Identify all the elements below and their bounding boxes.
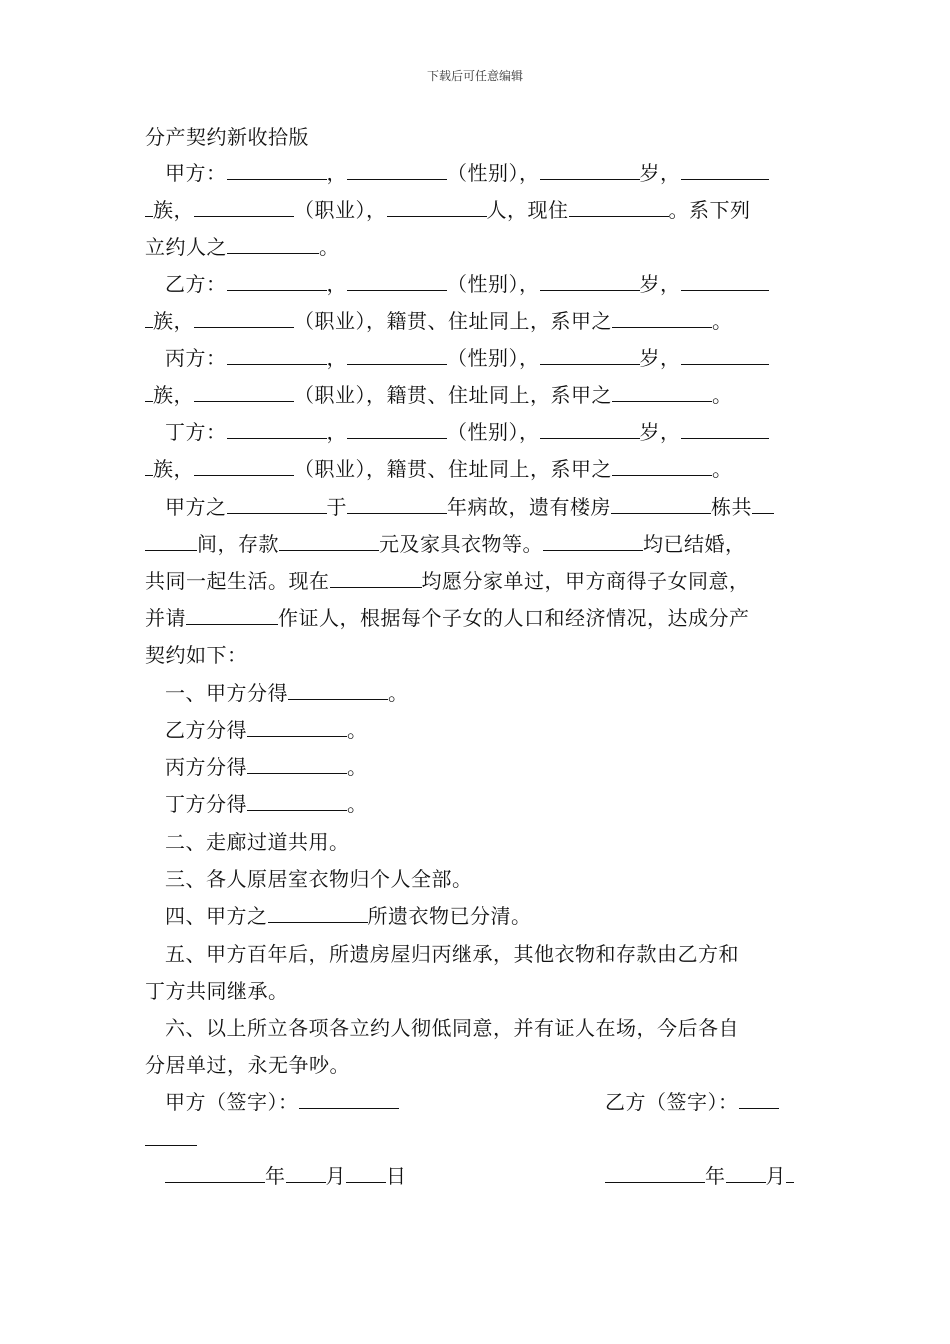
party-b-line (165, 271, 769, 297)
fill-blank[interactable] (611, 495, 711, 514)
fill-blank[interactable] (145, 198, 153, 217)
month-blank[interactable] (286, 1164, 326, 1183)
year-blank[interactable] (165, 1164, 265, 1183)
fill-blank[interactable] (194, 198, 294, 217)
fill-blank[interactable] (681, 346, 769, 365)
clause-4 (165, 903, 532, 929)
text: 四、甲方之 (165, 904, 268, 928)
fill-blank[interactable] (227, 235, 319, 254)
text: 族， (153, 309, 194, 333)
text: 年 (265, 1164, 286, 1188)
fill-blank[interactable] (347, 161, 447, 180)
estate-line (165, 494, 774, 520)
fill-blank[interactable] (347, 272, 447, 291)
text: 所遗衣物已分清。 (367, 904, 532, 928)
fill-blank[interactable] (247, 755, 347, 774)
fill-blank[interactable] (752, 495, 774, 514)
text: 日 (386, 1164, 407, 1188)
text: 作证人，根据每个子女的人口和经济情况，达成分产 (278, 606, 750, 630)
text: 乙方分得 (165, 718, 247, 742)
text: 。系下列 (668, 198, 751, 222)
text: 丙方： (165, 346, 227, 370)
clause-1-b (165, 717, 368, 743)
text: 。 (388, 681, 409, 705)
signature-label: 甲方（签字）： (165, 1090, 299, 1114)
fill-blank[interactable] (347, 495, 447, 514)
text: （职业），籍贯、住址同上，系甲之 (294, 383, 612, 407)
text: 乙方： (165, 272, 227, 296)
clause-1-d (165, 791, 368, 817)
clause-1-c (165, 754, 368, 780)
text: 年病故，遗有楼房 (447, 495, 611, 519)
text: ， (326, 420, 347, 444)
signature-blank-continued (145, 1126, 197, 1152)
text: 。 (712, 383, 733, 407)
clause-5-b: 丁方共同继承。 (145, 979, 289, 1003)
fill-blank[interactable] (612, 383, 712, 402)
fill-blank[interactable] (145, 532, 197, 551)
text: 均愿分家单过，甲方商得子女同意， (421, 569, 750, 593)
text: 月 (325, 1164, 346, 1188)
day-blank[interactable] (346, 1164, 386, 1183)
text: 岁， (639, 420, 681, 444)
fill-blank[interactable] (569, 198, 669, 217)
text: 一、甲方分得 (165, 681, 288, 705)
fill-blank[interactable] (612, 309, 712, 328)
fill-blank[interactable] (268, 904, 368, 923)
signature-blank[interactable] (145, 1127, 197, 1146)
fill-blank[interactable] (540, 161, 640, 180)
signature-blank[interactable] (299, 1090, 399, 1109)
fill-blank[interactable] (247, 792, 347, 811)
clause-6: 六、以上所立各项各立约人彻低同意，并有证人在场，今后各自 (165, 1016, 739, 1040)
party-b-line-2 (145, 308, 733, 334)
text: 立约人之 (145, 235, 227, 259)
party-d-line-2 (145, 456, 733, 482)
text: 元及家具衣物等。 (379, 532, 543, 556)
text: 。 (712, 457, 733, 481)
text: 族， (153, 457, 194, 481)
text: 。 (712, 309, 733, 333)
fill-blank[interactable] (330, 569, 422, 588)
text: 丁方： (165, 420, 227, 444)
text: ， (326, 272, 347, 296)
fill-blank[interactable] (288, 681, 388, 700)
fill-blank[interactable] (227, 272, 327, 291)
estate-line-4 (145, 605, 750, 631)
estate-line-2 (145, 531, 746, 557)
signature-blank[interactable] (739, 1090, 779, 1109)
signature-label: 乙方（签字）： (605, 1090, 739, 1114)
text: （职业）， (294, 198, 387, 222)
date-left (165, 1163, 407, 1189)
text: 。 (347, 718, 368, 742)
fill-blank[interactable] (347, 420, 447, 439)
fill-blank[interactable] (145, 383, 153, 402)
clause-3: 三、各人原居室衣物归个人全部。 (165, 867, 473, 891)
text: 月 (765, 1164, 786, 1188)
text: 甲方： (165, 161, 227, 185)
clause-2: 二、走廊过道共用。 (165, 830, 350, 854)
party-a-line-2 (145, 197, 751, 223)
text: 并请 (145, 606, 186, 630)
fill-blank[interactable] (347, 346, 447, 365)
fill-blank[interactable] (387, 198, 487, 217)
fill-blank[interactable] (227, 420, 327, 439)
fill-blank[interactable] (543, 532, 643, 551)
text: （职业），籍贯、住址同上，系甲之 (294, 309, 612, 333)
text: 族， (153, 383, 194, 407)
text: 甲方之 (165, 495, 227, 519)
text: 均已结婚， (643, 532, 746, 556)
text: 。 (319, 235, 340, 259)
fill-blank[interactable] (540, 272, 640, 291)
fill-blank[interactable] (540, 420, 640, 439)
fill-blank[interactable] (186, 606, 278, 625)
fill-blank[interactable] (227, 161, 327, 180)
document-title: 分产契约新收拾版 (145, 125, 309, 149)
fill-blank[interactable] (194, 309, 294, 328)
party-a-line-3 (145, 234, 340, 260)
fill-blank[interactable] (227, 346, 327, 365)
text: 栋共 (711, 495, 752, 519)
fill-blank[interactable] (681, 420, 769, 439)
fill-blank[interactable] (681, 161, 769, 180)
fill-blank[interactable] (145, 457, 153, 476)
fill-blank[interactable] (145, 309, 153, 328)
day-blank[interactable] (786, 1164, 794, 1183)
estate-line-3 (145, 568, 750, 594)
clause-5: 五、甲方百年后，所遗房屋归丙继承，其他衣物和存款由乙方和 (165, 942, 739, 966)
party-b-signature (605, 1089, 779, 1115)
text: 人，现住 (486, 198, 569, 222)
text: 间，存款 (197, 532, 279, 556)
clause-1 (165, 680, 409, 706)
text: （性别）， (447, 420, 540, 444)
text: ， (326, 161, 347, 185)
text: 岁， (639, 272, 681, 296)
text: 岁， (639, 346, 681, 370)
text: 共同一起生活。现在 (145, 569, 330, 593)
date-right (605, 1163, 794, 1189)
text: （职业），籍贯、住址同上，系甲之 (294, 457, 612, 481)
party-a-line (165, 160, 769, 186)
party-c-line-2 (145, 382, 733, 408)
fill-blank[interactable] (247, 718, 347, 737)
text: 岁， (639, 161, 681, 185)
text: 丁方分得 (165, 792, 247, 816)
text: 。 (347, 792, 368, 816)
fill-blank[interactable] (681, 272, 769, 291)
estate-line-5: 契约如下： (145, 643, 248, 667)
text: 年 (705, 1164, 726, 1188)
party-d-line (165, 419, 769, 445)
fill-blank[interactable] (279, 532, 379, 551)
year-blank[interactable] (605, 1164, 705, 1183)
text: （性别）， (447, 161, 540, 185)
text: 于 (326, 495, 347, 519)
fill-blank[interactable] (194, 383, 294, 402)
fill-blank[interactable] (612, 457, 712, 476)
fill-blank[interactable] (540, 346, 640, 365)
party-a-signature (165, 1089, 399, 1115)
month-blank[interactable] (726, 1164, 766, 1183)
text: （性别）， (447, 346, 540, 370)
text: （性别）， (447, 272, 540, 296)
fill-blank[interactable] (227, 495, 327, 514)
page-header: 下载后可任意编辑 (426, 69, 523, 83)
text: ， (326, 346, 347, 370)
text: 族， (153, 198, 194, 222)
party-c-line (165, 345, 769, 371)
fill-blank[interactable] (194, 457, 294, 476)
text: 。 (347, 755, 368, 779)
clause-6-b: 分居单过，永无争吵。 (145, 1053, 350, 1077)
text: 丙方分得 (165, 755, 247, 779)
